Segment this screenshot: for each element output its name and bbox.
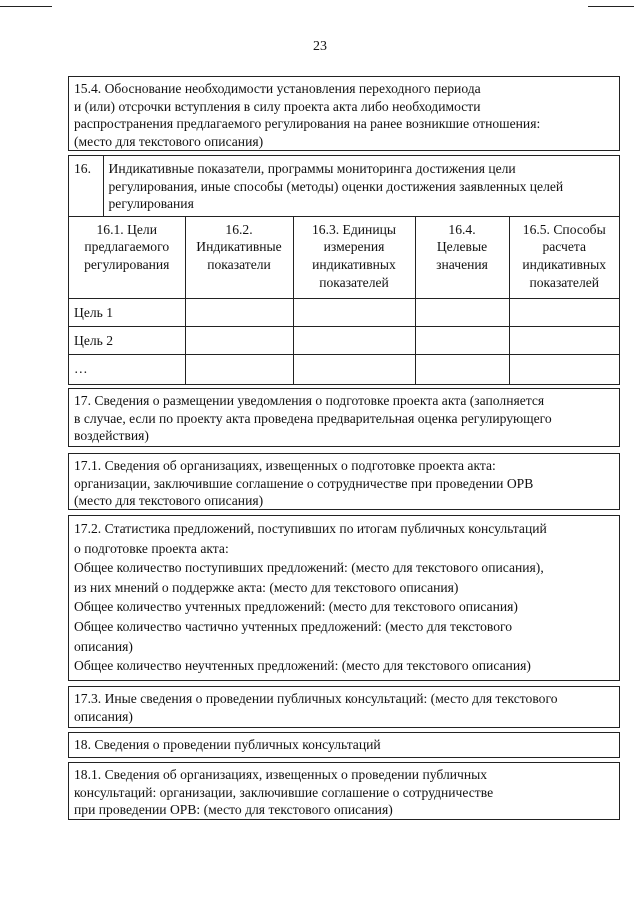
text-line: (место для текстового описания) bbox=[74, 133, 264, 149]
row-label: Цель 1 bbox=[69, 299, 185, 327]
top-right-rule bbox=[588, 6, 634, 7]
text-line: из них мнений о поддержке акта: (место для текстового описания) bbox=[74, 579, 459, 595]
table-cell bbox=[185, 299, 293, 327]
header-16-5 bbox=[509, 217, 619, 299]
text-line: в случае, если по проекту акта проведена предварительная оценка регулирующего bbox=[74, 410, 552, 426]
header-line: 16.2. bbox=[225, 221, 253, 237]
text-line: (место для текстового описания) bbox=[74, 493, 264, 509]
text-line: о подготовке проекта акта: bbox=[74, 540, 229, 556]
header-16-2 bbox=[185, 217, 293, 299]
header-line: расчета bbox=[542, 239, 587, 255]
header-line: индикативных bbox=[522, 256, 607, 272]
header-line: регулирования bbox=[84, 256, 170, 272]
text-line: регулирования, иные способы (методы) оценки достижения заявленных целей bbox=[108, 178, 564, 194]
text-line: 18.1. Сведения об организациях, извещенных о проведении публичных bbox=[74, 767, 488, 782]
header-line: значения bbox=[436, 256, 488, 272]
text-line: при проведении ОРВ: (место для текстового описания) bbox=[74, 802, 393, 818]
header-16-3 bbox=[293, 217, 415, 299]
text-line: и (или) отсрочки вступления в силу проекта акта либо необходимости bbox=[74, 98, 481, 114]
table-cell bbox=[185, 355, 293, 384]
header-16-1 bbox=[69, 217, 185, 299]
section-17-2 bbox=[68, 515, 620, 681]
page-number: 23 bbox=[313, 39, 327, 54]
table-cell bbox=[509, 299, 619, 327]
text-line: 17. Сведения о размещении уведомления о подготовке проекта акта (заполняется bbox=[74, 393, 545, 408]
text-line: распространения предлагаемого регулирования на ранее возникшие отношения: bbox=[74, 116, 541, 132]
text-line: Общее количество частично учтенных предложений: (место для текстового bbox=[74, 618, 513, 634]
section-16-table bbox=[69, 156, 619, 217]
table-row bbox=[69, 327, 619, 355]
row-label: Цель 2 bbox=[69, 327, 185, 355]
section-17-3 bbox=[68, 686, 620, 728]
header-line: предлагаемого bbox=[84, 239, 170, 255]
text-line: описания) bbox=[74, 638, 133, 654]
text-line: Общее количество неучтенных предложений: (место для текстового описания) bbox=[74, 658, 531, 674]
text-line: воздействия) bbox=[74, 428, 149, 444]
text-line: описания) bbox=[74, 708, 133, 724]
table-cell bbox=[293, 327, 415, 355]
table-cell bbox=[509, 327, 619, 355]
section-18-1 bbox=[68, 762, 620, 820]
text-line: 17.3. Иные сведения о проведении публичных консультаций: (место для текстового bbox=[74, 691, 558, 706]
section-17-1 bbox=[68, 453, 620, 510]
header-line: показателей bbox=[529, 274, 600, 290]
section-16-title-row bbox=[69, 156, 619, 216]
section-16-title bbox=[103, 156, 619, 216]
table-row bbox=[69, 355, 619, 384]
text-line: Общее количество поступивших предложений: (место для текстового описания), bbox=[74, 560, 544, 576]
text-line: 17.2. Статистика предложений, поступивших по итогам публичных консультаций bbox=[74, 521, 547, 536]
table-row bbox=[69, 299, 619, 327]
header-line: показателей bbox=[319, 274, 389, 290]
section-16 bbox=[68, 155, 620, 385]
text-line: консультаций: организации, заключившие соглашение о сотрудничестве bbox=[74, 784, 494, 800]
header-16-4 bbox=[415, 217, 509, 299]
text-line: Индикативные показатели, программы мониторинга достижения цели bbox=[108, 161, 516, 176]
header-line: Индикативные bbox=[196, 239, 282, 255]
header-line: 16.4. bbox=[448, 221, 476, 237]
header-line: показатели bbox=[207, 256, 271, 272]
text-line: организации, заключившие соглашение о сотрудничестве при проведении ОРВ bbox=[74, 475, 534, 491]
top-left-rule bbox=[0, 6, 52, 7]
table-cell bbox=[415, 355, 509, 384]
indicators-header-row bbox=[69, 217, 619, 299]
header-line: измерения bbox=[323, 239, 385, 255]
row-label: … bbox=[69, 355, 185, 384]
section-16-number: 16. bbox=[69, 156, 103, 216]
table-cell bbox=[185, 327, 293, 355]
header-line: индикативных bbox=[312, 256, 396, 272]
table-cell bbox=[509, 355, 619, 384]
table-cell bbox=[293, 355, 415, 384]
text-line: Общее количество учтенных предложений: (место для текстового описания) bbox=[74, 599, 518, 615]
header-line: 16.1. Цели bbox=[96, 221, 157, 237]
header-line: Целевые bbox=[436, 239, 488, 255]
text-line: 17.1. Сведения об организациях, извещенных о подготовке проекта акта: bbox=[74, 458, 496, 473]
table-cell bbox=[415, 327, 509, 355]
header-line: 16.5. Способы bbox=[522, 221, 606, 237]
text-line: 18. Сведения о проведении публичных консультаций bbox=[74, 737, 381, 752]
text-line: 15.4. Обоснование необходимости установления переходного периода bbox=[74, 81, 481, 96]
section-17 bbox=[68, 388, 620, 447]
header-line: 16.3. Единицы bbox=[311, 221, 397, 237]
indicators-table bbox=[69, 217, 619, 384]
table-cell bbox=[293, 299, 415, 327]
table-cell bbox=[415, 299, 509, 327]
text-line: регулирования bbox=[108, 196, 194, 212]
section-15-4 bbox=[68, 76, 620, 151]
section-18 bbox=[68, 732, 620, 758]
